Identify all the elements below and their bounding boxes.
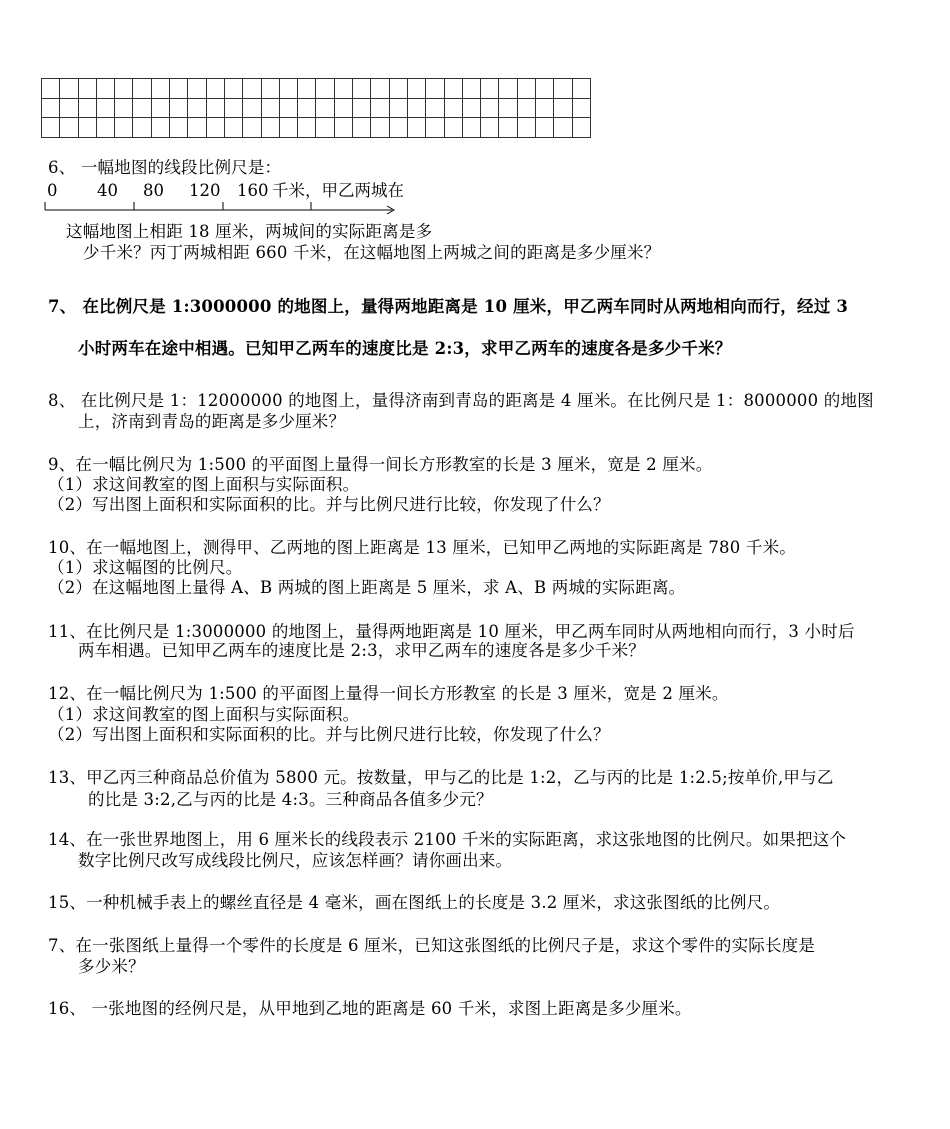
grid-cell — [262, 99, 280, 119]
grid-cell — [554, 79, 572, 99]
grid-cell — [280, 99, 298, 119]
grid-cell — [79, 118, 97, 138]
q8-line1: 8、 在比例尺是 1：12000000 的地图上，量得济南到青岛的距离是 4 厘米。在比例尺是 1：8000000 的地图 — [48, 391, 874, 410]
grid-cell — [262, 118, 280, 138]
writing-grid — [41, 78, 591, 138]
q16-line1: 16、 一张地图的经例尺是，从甲地到乙地的距离是 60 千米，求图上距离是多少厘米。 — [48, 999, 692, 1018]
grid-cell — [426, 99, 444, 119]
q10-line2: （1）求这幅图的比例尺。 — [48, 558, 243, 577]
grid-cell — [298, 118, 316, 138]
grid-cell — [408, 99, 426, 119]
q6-line2: 这幅地图上相距 18 厘米，两城间的实际距离是多 — [66, 222, 433, 241]
grid-cell — [518, 118, 536, 138]
grid-cell — [42, 79, 60, 99]
grid-cell — [445, 118, 463, 138]
q12-line1: 12、在一幅比例尺为 1:500 的平面图上量得一间长方形教室 的长是 3 厘米，宽是 2 厘米。 — [48, 684, 729, 703]
grid-cell — [371, 118, 389, 138]
grid-cell — [115, 118, 133, 138]
grid-cell — [390, 79, 408, 99]
grid-cell — [60, 118, 78, 138]
grid-cell — [207, 118, 225, 138]
grid-cell — [207, 79, 225, 99]
grid-cell — [499, 118, 517, 138]
scale-tick-label: 120 — [189, 181, 221, 200]
q6-line3: 少千米？丙丁两城相距 660 千米，在这幅地图上两城之间的距离是多少厘米？ — [83, 243, 661, 262]
grid-cell — [133, 99, 151, 119]
q7a-line2: 小时两车在途中相遇。已知甲乙两车的速度比是 2:3，求甲乙两车的速度各是多少千米？ — [78, 339, 732, 358]
grid-cell — [335, 99, 353, 119]
grid-cell — [445, 79, 463, 99]
grid-cell — [390, 99, 408, 119]
grid-cell — [316, 79, 334, 99]
grid-cell — [243, 99, 261, 119]
grid-cell — [335, 79, 353, 99]
q8-line2: 上，济南到青岛的距离是多少厘米？ — [78, 412, 346, 431]
grid-cell — [481, 99, 499, 119]
grid-cell — [371, 79, 389, 99]
grid-cell — [408, 79, 426, 99]
grid-cell — [97, 118, 115, 138]
grid-cell — [481, 79, 499, 99]
grid-cell — [554, 99, 572, 119]
grid-cell — [499, 99, 517, 119]
grid-cell — [316, 118, 334, 138]
grid-cell — [188, 79, 206, 99]
grid-cell — [536, 99, 554, 119]
q9-line1: 9、在一幅比例尺为 1:500 的平面图上量得一间长方形教室的长是 3 厘米，宽是 2 厘米。 — [48, 455, 713, 474]
grid-cell — [225, 118, 243, 138]
grid-cell — [518, 99, 536, 119]
grid-cell — [152, 99, 170, 119]
q15-line1: 15、一种机械手表上的螺丝直径是 4 毫米，画在图纸上的长度是 3.2 厘米，求这张图纸的比例尺。 — [48, 893, 781, 912]
grid-cell — [481, 118, 499, 138]
grid-cell — [42, 118, 60, 138]
grid-cell — [280, 118, 298, 138]
scale-bar — [42, 199, 404, 219]
grid-cell — [445, 99, 463, 119]
grid-cell — [353, 118, 371, 138]
q7b-line2: 多少米？ — [78, 957, 145, 976]
q10-line1: 10、在一幅地图上，测得甲、乙两地的图上距离是 13 厘米，已知甲乙两地的实际距离是 780 千米。 — [48, 538, 796, 557]
grid-cell — [536, 118, 554, 138]
grid-cell — [499, 79, 517, 99]
q9-line3: （2）写出图上面积和实际面积的比。并与比例尺进行比较，你发现了什么？ — [48, 495, 610, 514]
grid-cell — [280, 79, 298, 99]
q9-line2: （1）求这间教室的图上面积与实际面积。 — [48, 475, 360, 494]
grid-cell — [390, 118, 408, 138]
grid-cell — [573, 99, 591, 119]
q14-line2: 数字比例尺改写成线段比例尺，应该怎样画？请你画出来。 — [78, 851, 513, 870]
grid-cell — [42, 99, 60, 119]
q13-line1: 13、甲乙丙三种商品总价值为 5800 元。按数量，甲与乙的比是 1:2，乙与丙的比是 1:2.5;按单价,甲与乙 — [48, 768, 834, 787]
scale-tick-label: 80 — [143, 181, 164, 200]
grid-cell — [243, 118, 261, 138]
grid-cell — [298, 79, 316, 99]
grid-cell — [170, 79, 188, 99]
scale-tick-label: 0 — [47, 181, 58, 200]
grid-cell — [188, 99, 206, 119]
q7a-line1: 7、 在比例尺是 1:3000000 的地图上，量得两地距离是 10 厘米，甲乙两车同时从两地相向而行，经过 3 — [48, 297, 849, 316]
grid-cell — [60, 99, 78, 119]
grid-cell — [408, 118, 426, 138]
grid-cell — [298, 99, 316, 119]
grid-cell — [79, 99, 97, 119]
grid-cell — [573, 79, 591, 99]
q10-line3: （2）在这幅地图上量得 A、B 两城的图上距离是 5 厘米，求 A、B 两城的实际距离。 — [48, 578, 686, 597]
grid-cell — [79, 79, 97, 99]
grid-cell — [152, 118, 170, 138]
scale-tick-label: 160 — [237, 181, 269, 200]
grid-cell — [335, 118, 353, 138]
grid-cell — [133, 79, 151, 99]
grid-cell — [115, 79, 133, 99]
grid-cell — [115, 99, 133, 119]
grid-cell — [426, 118, 444, 138]
grid-cell — [225, 79, 243, 99]
grid-cell — [371, 99, 389, 119]
grid-cell — [170, 118, 188, 138]
grid-cell — [463, 118, 481, 138]
q13-line2: 的比是 3:2,乙与丙的比是 4:3。三种商品各值多少元？ — [88, 790, 493, 809]
q7b-line1: 7、在一张图纸上量得一个零件的长度是 6 厘米，已知这张图纸的比例尺子是，求这个零件的实际长度是 — [48, 936, 816, 955]
grid-cell — [225, 99, 243, 119]
scale-tick-label: 40 — [97, 181, 118, 200]
grid-cell — [262, 79, 280, 99]
grid-cell — [60, 79, 78, 99]
grid-cell — [353, 79, 371, 99]
grid-cell — [316, 99, 334, 119]
grid-cell — [463, 99, 481, 119]
grid-cell — [188, 118, 206, 138]
q14-line1: 14、在一张世界地图上，用 6 厘米长的线段表示 2100 千米的实际距离，求这张地图的比例尺。如果把这个 — [48, 830, 847, 849]
scale-suffix: 千米，甲乙两城在 — [272, 181, 404, 200]
grid-cell — [97, 99, 115, 119]
q11-line1: 11、在比例尺是 1:3000000 的地图上，量得两地距离是 10 厘米，甲乙两车同时从两地相向而行，3 小时后 — [48, 622, 855, 641]
grid-cell — [554, 118, 572, 138]
q6-intro: 6、 一幅地图的线段比例尺是： — [48, 158, 282, 177]
grid-cell — [536, 79, 554, 99]
grid-cell — [463, 79, 481, 99]
grid-cell — [426, 79, 444, 99]
grid-cell — [170, 99, 188, 119]
grid-cell — [573, 118, 591, 138]
q12-line2: （1）求这间教室的图上面积与实际面积。 — [48, 705, 360, 724]
grid-cell — [133, 118, 151, 138]
q12-line3: （2）写出图上面积和实际面积的比。并与比例尺进行比较，你发现了什么？ — [48, 725, 610, 744]
grid-cell — [207, 99, 225, 119]
grid-cell — [353, 99, 371, 119]
grid-cell — [518, 79, 536, 99]
grid-cell — [152, 79, 170, 99]
grid-cell — [97, 79, 115, 99]
grid-cell — [243, 79, 261, 99]
q11-line2: 两车相遇。已知甲乙两车的速度比是 2:3，求甲乙两车的速度各是多少千米？ — [78, 641, 645, 660]
